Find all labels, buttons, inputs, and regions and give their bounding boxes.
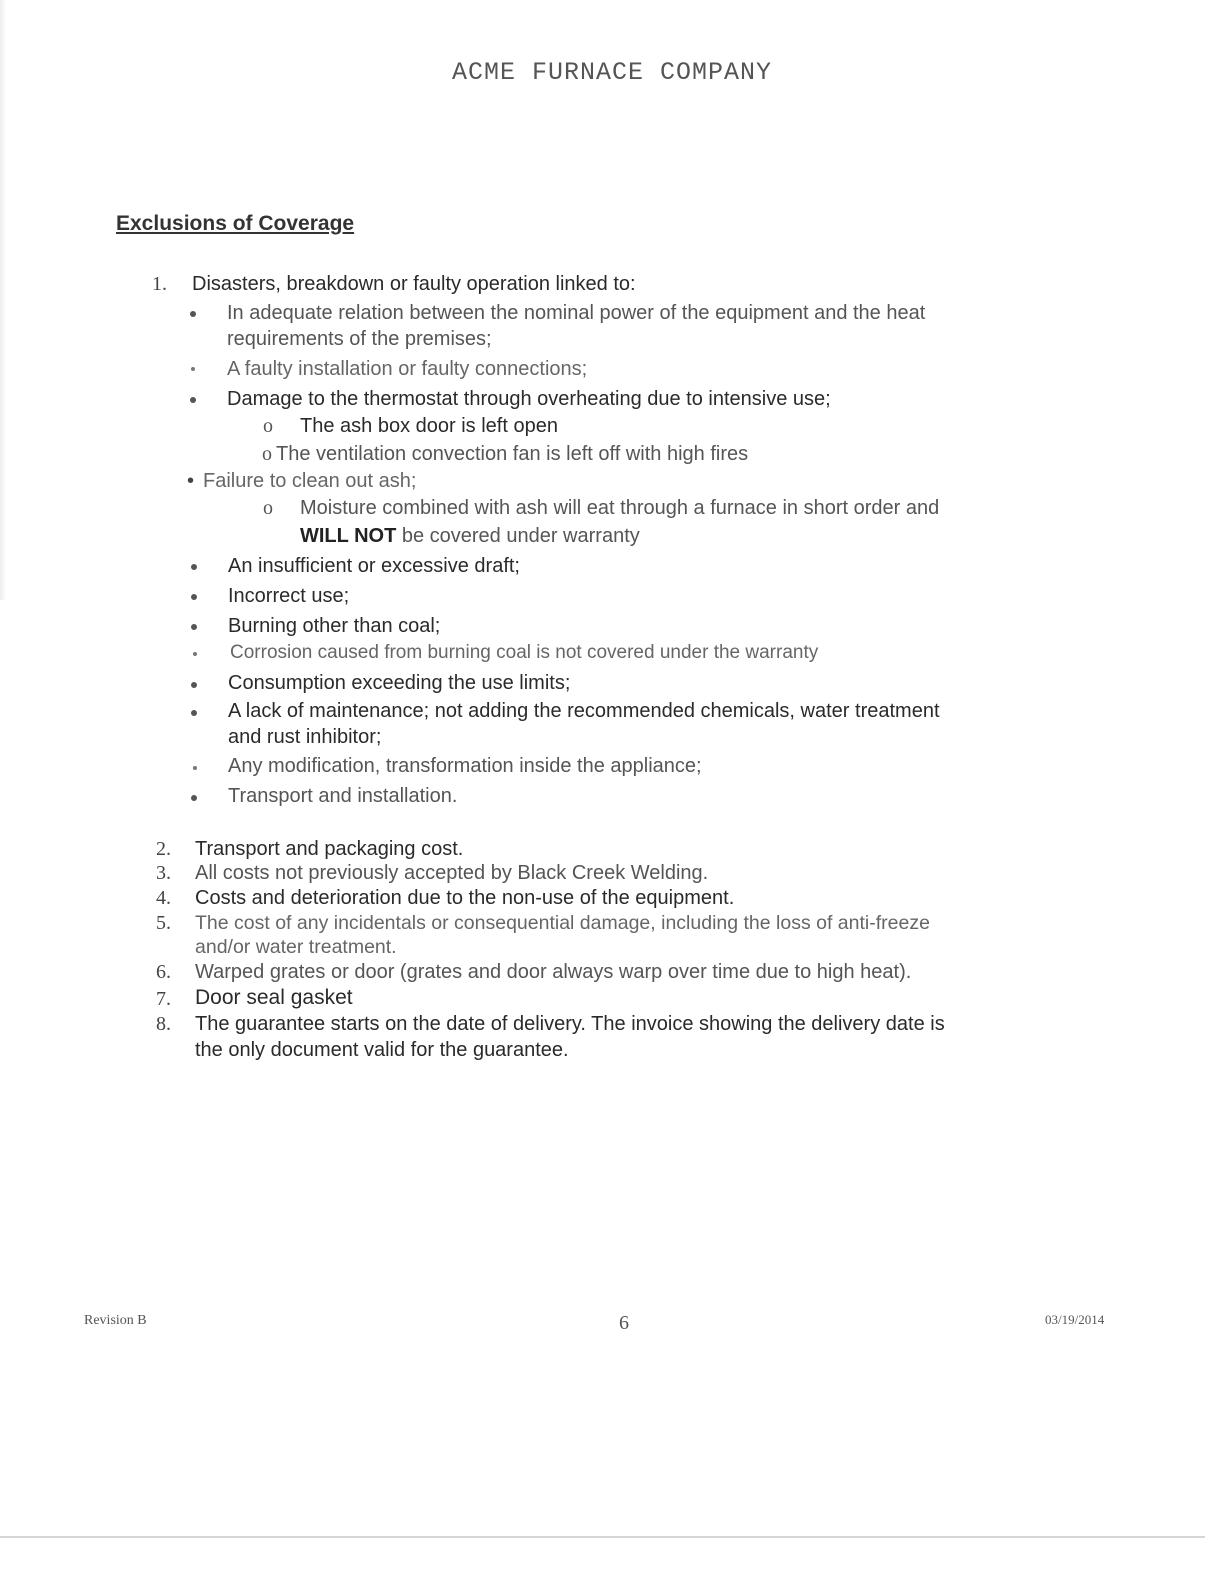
bullet-icon <box>191 564 197 570</box>
item-text: Disasters, breakdown or faulty operation linked to: <box>192 273 636 295</box>
bullet-icon <box>191 594 197 600</box>
bullet-icon <box>193 766 197 770</box>
item-text: The guarantee starts on the date of delivery. The invoice showing the delivery date is <box>195 1013 945 1035</box>
sub-bullet-text: The ventilation convection fan is left off with high fires <box>276 443 749 465</box>
bullet-icon <box>191 682 197 688</box>
item-text: All costs not previously accepted by Black Creek Welding. <box>195 862 709 884</box>
item-number: 5. <box>156 912 171 934</box>
section-heading: Exclusions of Coverage <box>116 212 355 235</box>
bullet-icon <box>190 311 196 317</box>
sub-bullet-text: Moisture combined with ash will eat through a furnace in short order and <box>300 497 940 519</box>
emphasis-text: WILL NOT <box>300 525 397 547</box>
footer-revision: Revision B <box>84 1313 147 1328</box>
item-text: Warped grates or door (grates and door always warp over time due to high heat). <box>195 961 912 983</box>
bullet-icon <box>190 397 196 403</box>
item-text: Costs and deterioration due to the non-use of the equipment. <box>195 887 735 909</box>
item-text: and/or water treatment. <box>195 936 397 958</box>
item-number: 6. <box>156 961 171 983</box>
sub-bullet-icon: o <box>263 415 273 437</box>
item-number: 8. <box>156 1013 171 1035</box>
item-number: 1. <box>152 273 167 295</box>
bullet-icon: • <box>187 470 195 492</box>
scan-edge-left <box>0 0 6 600</box>
item-number: 4. <box>156 887 171 909</box>
bullet-text: Incorrect use; <box>228 585 350 607</box>
bullet-icon <box>191 795 197 801</box>
bullet-text: An insufficient or excessive draft; <box>228 555 520 577</box>
bullet-text: Damage to the thermostat through overheating due to intensive use; <box>227 388 831 410</box>
bullet-icon <box>191 367 195 371</box>
bullet-text: A lack of maintenance; not adding the recommended chemicals, water treatment <box>228 700 940 722</box>
bullet-text: and rust inhibitor; <box>228 726 382 748</box>
item-text: the only document valid for the guarantee. <box>195 1039 569 1061</box>
company-title: ACME FURNACE COMPANY <box>451 58 773 87</box>
sub-bullet-icon: o <box>263 497 273 519</box>
item-text: Door seal gasket <box>195 986 353 1009</box>
bullet-text: In adequate relation between the nominal power of the equipment and the heat <box>227 302 926 324</box>
sub-bullet-icon: o <box>262 443 272 465</box>
sub-bullet-text: The ash box door is left open <box>300 415 558 437</box>
item-number: 7. <box>156 988 171 1010</box>
bullet-icon <box>191 624 197 630</box>
sub-bullet-text-rest: be covered under warranty <box>396 525 640 547</box>
bullet-text: Failure to clean out ash; <box>203 470 417 492</box>
bullet-text: A faulty installation or faulty connections; <box>227 358 588 380</box>
bullet-text: Transport and installation. <box>228 785 458 807</box>
item-text: Transport and packaging cost. <box>195 838 464 860</box>
item-number: 3. <box>156 862 171 884</box>
footer-date: 03/19/2014 <box>1045 1312 1105 1327</box>
scan-edge-bottom <box>0 1536 1205 1538</box>
bullet-text: Consumption exceeding the use limits; <box>228 672 571 694</box>
bullet-text: Burning other than coal; <box>228 615 441 637</box>
bullet-icon <box>191 710 197 716</box>
bullet-text: Any modification, transformation inside the appliance; <box>228 755 702 777</box>
footer-page-number: 6 <box>619 1312 629 1334</box>
item-number: 2. <box>156 838 171 860</box>
bullet-icon <box>193 652 197 656</box>
bullet-text: Corrosion caused from burning coal is not covered under the warranty <box>230 642 819 663</box>
sub-bullet-text <box>300 523 640 549</box>
item-text: The cost of any incidentals or consequential damage, including the loss of anti-freeze <box>195 912 930 934</box>
bullet-text: requirements of the premises; <box>227 328 492 350</box>
